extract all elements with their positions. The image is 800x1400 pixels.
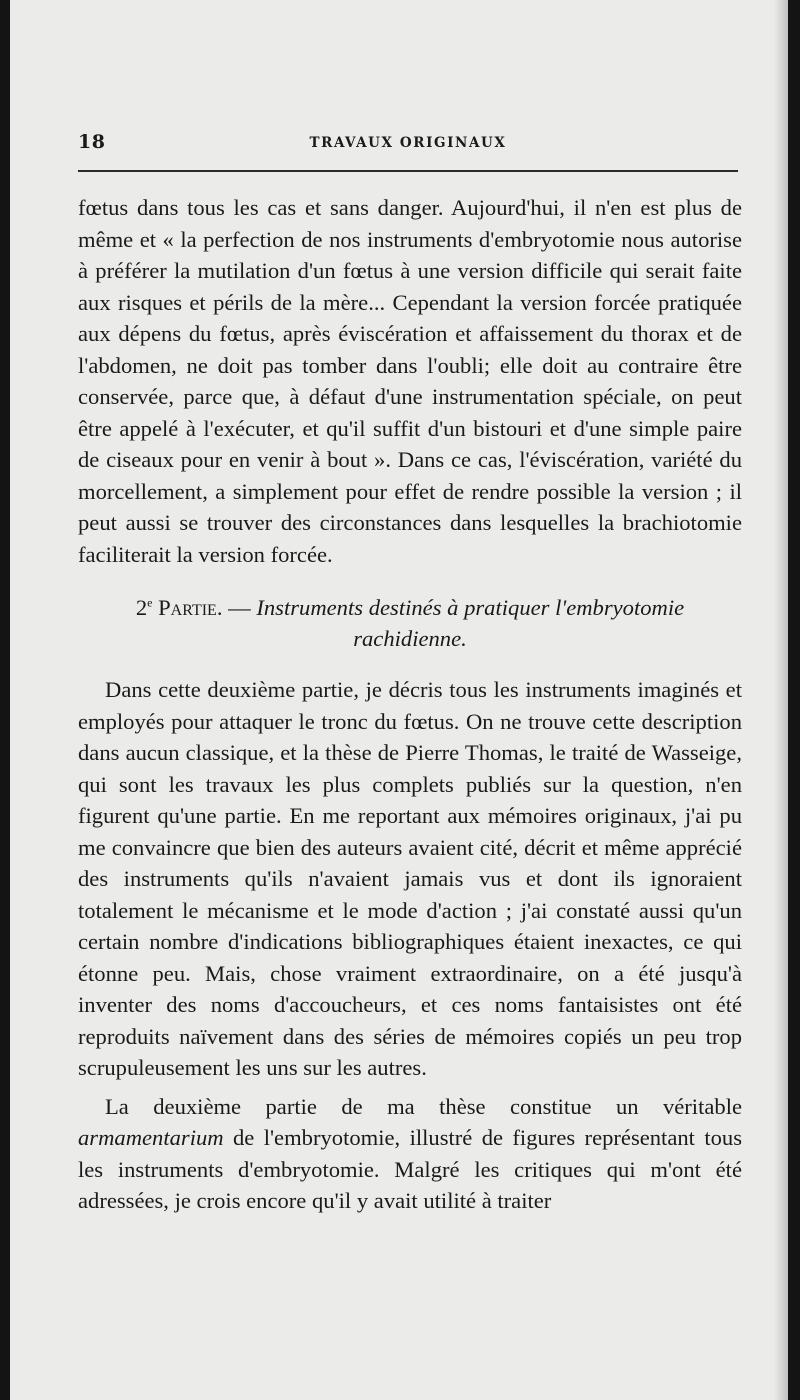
paragraph-1: fœtus dans tous les cas et sans danger. Aujourd'hui, il n'en est plus de même et « la perfection de nos instruments d'embryotomie nous autorise à préférer la mutilation d'un fœtus à une version difficile qui serait faite aux risques et périls de la mère... Cependant la version forcée pratiquée aux dépens du fœtus, après éviscération et affaissement du thorax et de l'abdomen, ne doit pas tomber dans l'oubli; elle doit au contraire être conservée, parce que, à défaut d'une instrumentation spéciale, on peut être appelé à l'exécuter, et qu'il suffit d'un bistouri et d'une simple paire de ciseaux pour en venir à bout ». Dans ce cas, l'éviscération, variété du morcellement, a simplement pour effet de rendre possible la version ; il peut aussi se trouver des circonstances dans lesquelles la brachiotomie faciliterait la version forcée. (78, 195, 742, 567)
paragraph-3-emphasis: armamentarium (78, 1125, 224, 1150)
section-heading (78, 592, 742, 654)
running-head (78, 131, 738, 157)
body-text (78, 192, 742, 1217)
section-dash: — (222, 595, 257, 620)
header-rule (78, 170, 738, 172)
section-label: Partie. (158, 595, 223, 620)
page-number: 18 (78, 131, 106, 153)
paragraph-3 (78, 1091, 742, 1217)
document-page (10, 0, 788, 1400)
section-number-suffix: e (147, 595, 153, 610)
section-title: Instruments destinés à pratiquer l'embryotomie rachidienne. (256, 595, 685, 651)
running-title: TRAVAUX ORIGINAUX (309, 135, 507, 151)
paragraph-2: Dans cette deuxième partie, je décris tous les instruments imaginés et employés pour attaquer le tronc du fœtus. On ne trouve cette description dans aucun classique, et la thèse de Pierre Thomas, le traité de Wasseige, qui sont les travaux les plus complets publiés sur la question, n'en figurent qu'une partie. En me reportant aux mémoires originaux, j'ai pu me convaincre que bien des auteurs avaient cité, décrit et même apprécié des instruments qu'ils n'avaient jamais vus et dont ils ignoraient totalement le mécanisme et le mode d'action ; j'ai constaté aussi qu'un certain nombre d'indications bibliographiques étaient inexactes, ce qui étonne peu. Mais, chose vraiment extraordinaire, on a été jusqu'à inventer des noms d'accoucheurs, et ces noms fantaisistes ont été reproduits naïvement dans des séries de mémoires copiés un peu trop scrupuleusement les uns sur les autres. (78, 677, 742, 1080)
section-number: 2 (135, 595, 148, 620)
paragraph-3-start: La deuxième partie de ma thèse constitue un véritable (105, 1093, 742, 1119)
paragraph-3-end: de l'embryotomie, illustré de figures représentant tous les instruments d'embryotomie. Malgré les critiques qui m'ont été adressées, je crois encore qu'il y avait utilité à traiter (78, 1125, 742, 1213)
